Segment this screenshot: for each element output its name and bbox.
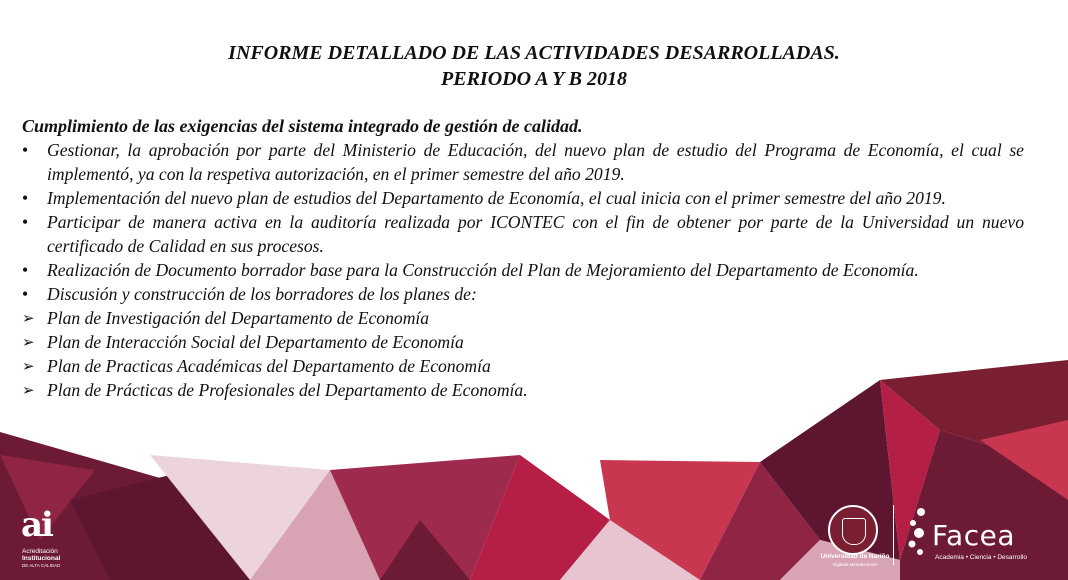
arrow-item — [22, 354, 1024, 378]
bullet-text: Implementación del nuevo plan de estudios del Departamento de Economía, el cual inicia con el primer semestre del año 2019. — [47, 188, 946, 208]
arrow-item — [22, 378, 1024, 402]
university-name: Universidad de Nariño — [820, 553, 890, 560]
accreditation-logo — [18, 505, 73, 580]
arrow-marker-icon: ➢ — [22, 309, 35, 327]
report-content — [22, 114, 1024, 402]
section-heading: Cumplimiento de las exigencias del sistema integrado de gestión de calidad. — [22, 116, 583, 136]
facea-tagline: Academia • Ciencia • Desarrollo — [935, 554, 1027, 561]
bullet-marker: • — [22, 284, 29, 304]
arrow-item — [22, 330, 1024, 354]
arrow-text: Plan de Prácticas de Profesionales del Departamento de Economía. — [47, 380, 528, 400]
bullet-marker: • — [22, 212, 29, 232]
bullet-item — [22, 282, 1024, 306]
bullet-marker: • — [22, 260, 29, 280]
arrow-item — [22, 306, 1024, 330]
bullet-item — [22, 186, 1024, 210]
accreditation-caption — [22, 548, 102, 569]
university-caption — [815, 553, 895, 569]
facea-dots-icon — [905, 505, 935, 560]
arrow-marker-icon: ➢ — [22, 357, 35, 375]
arrow-marker-icon: ➢ — [22, 381, 35, 399]
bullet-marker: • — [22, 188, 29, 208]
university-seal-icon — [828, 505, 878, 555]
report-title: INFORME DETALLADO DE LAS ACTIVIDADES DESARROLLADAS. — [228, 42, 840, 64]
bullet-item — [22, 258, 1024, 282]
arrow-text: Plan de Interacción Social del Departamento de Economía — [47, 332, 464, 352]
bullet-marker: • — [22, 140, 29, 160]
arrow-text: Plan de Investigación del Departamento de Economía — [47, 308, 430, 328]
university-subtitle: Vigilada Mineducación — [832, 562, 878, 567]
arrow-marker-icon: ➢ — [22, 333, 35, 351]
bullet-text: Participar de manera activa en la auditoría realizada por ICONTEC con el fin de obtener por parte de la Universidad un nuevo certificado de Calidad en sus procesos. — [47, 212, 1024, 256]
facea-wordmark: Facea — [932, 519, 1015, 552]
accreditation-line-1: Acreditación — [22, 548, 58, 555]
ai-logo-mark: ai — [21, 505, 52, 545]
bullet-text: Discusión y construcción de los borradores de los planes de: — [47, 284, 477, 304]
bullet-item — [22, 210, 1024, 258]
accreditation-line-2: Institucional — [22, 555, 61, 562]
bullet-text: Realización de Documento borrador base para la Construcción del Plan de Mejoramiento del Departamento de Economía. — [47, 260, 919, 280]
arrow-text: Plan de Practicas Académicas del Departamento de Economía — [47, 356, 491, 376]
bullet-item — [22, 138, 1024, 186]
university-logo — [815, 505, 895, 575]
logo-divider — [893, 505, 894, 565]
facea-logo — [905, 505, 1055, 575]
report-period: PERIODO A Y B 2018 — [441, 68, 627, 90]
bullet-text: Gestionar, la aprobación por parte del Ministerio de Educación, del nuevo plan de estudio del Programa de Economía, el cual se implementó, ya con la respetiva autorización, en el primer semestre del año 2019. — [47, 140, 1024, 184]
accreditation-line-3: DE ALTA CALIDAD — [22, 563, 61, 568]
